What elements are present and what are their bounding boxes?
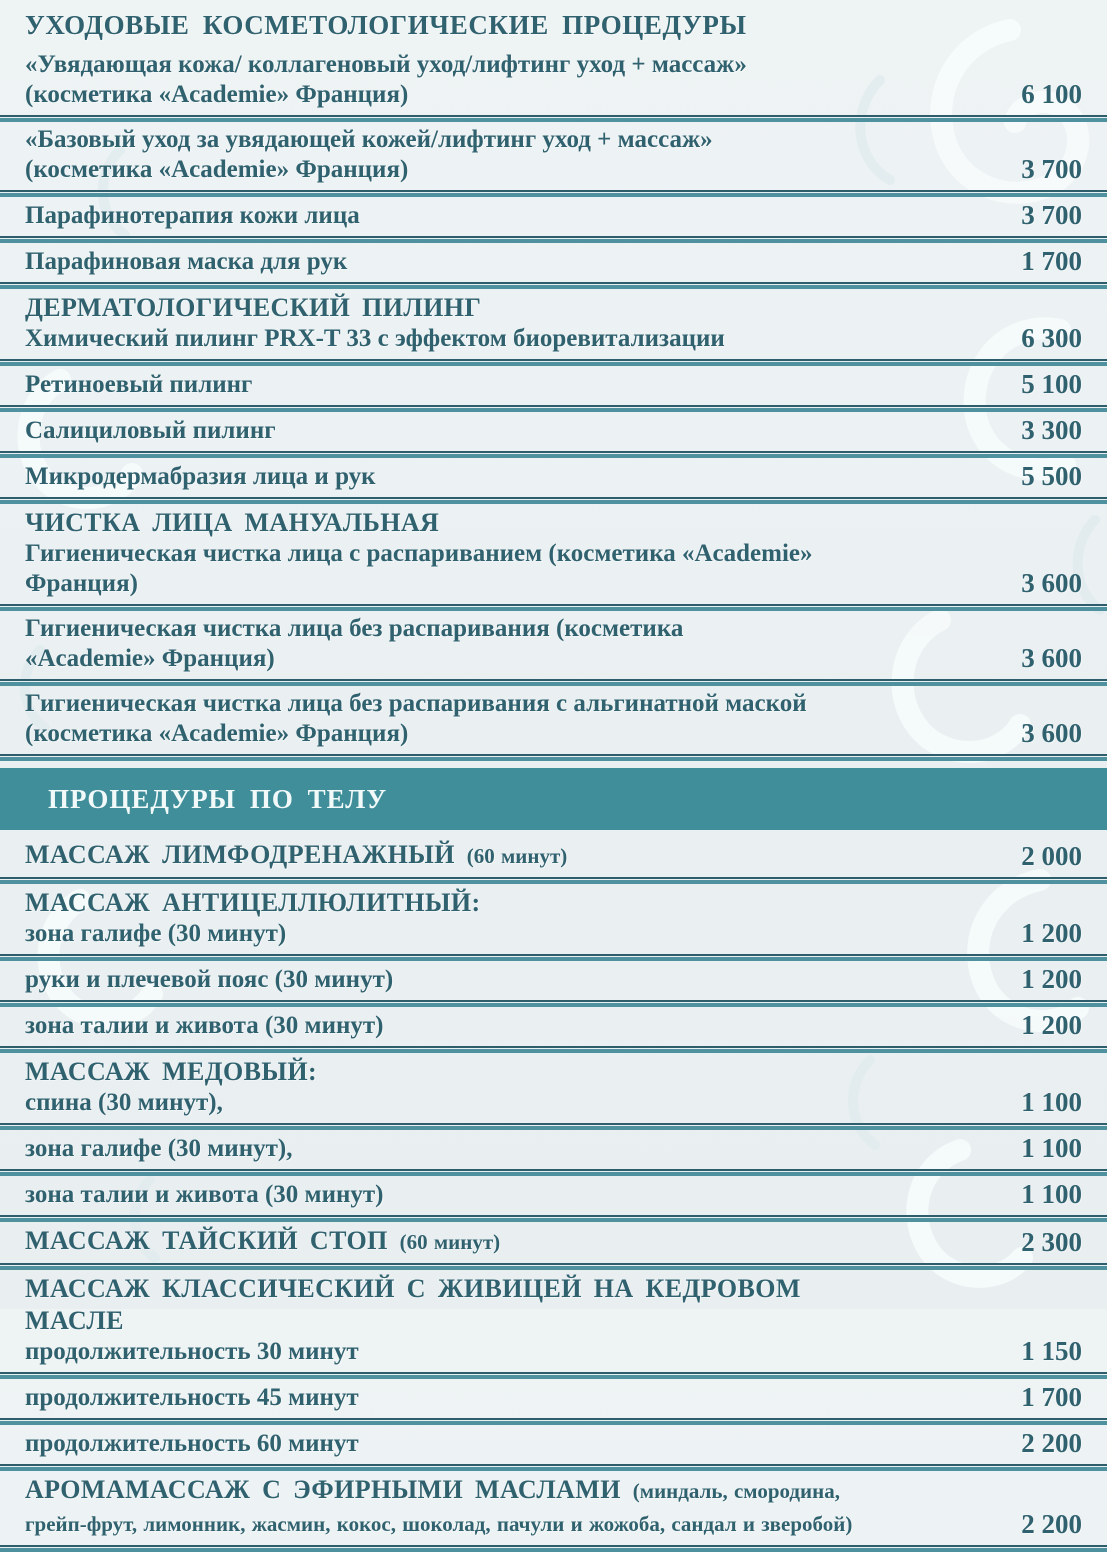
price-row [0, 1130, 1107, 1169]
row-divider [0, 1464, 1107, 1471]
service-name: зона талии и живота (30 минут) [25, 1181, 384, 1208]
price-value: 1 700 [1021, 1382, 1082, 1412]
price-value: 1 700 [1021, 246, 1082, 276]
price-row [0, 366, 1107, 405]
row-divider [0, 1046, 1107, 1053]
price-value: 1 100 [1021, 1179, 1082, 1209]
service-name: МАССАЖ ЛИМФОДРЕНАЖНЫЙ (60 минут) [25, 840, 568, 869]
row-divider [0, 1215, 1107, 1222]
price-row [0, 1176, 1107, 1215]
row-divider [0, 1418, 1107, 1425]
price-value: 1 200 [1021, 1010, 1082, 1040]
row-divider [0, 679, 1107, 686]
price-value: 3 600 [1021, 718, 1082, 748]
price-row [0, 611, 1107, 679]
service-name: ЧИСТКА ЛИЦА МАНУАЛЬНАЯ Гигиеническая чистка лица с распариванием (косметика «Academie» Франция) [25, 507, 915, 599]
price-value: 2 200 [1021, 1509, 1082, 1539]
price-value: 3 600 [1021, 643, 1082, 673]
service-name: ДЕРМАТОЛОГИЧЕСКИЙ ПИЛИНГ Химический пилинг PRX-T 33 с эффектом биоревитализации [25, 292, 915, 354]
price-row [0, 1222, 1107, 1263]
price-row [0, 1007, 1107, 1046]
service-name: Парафиновая маска для рук [25, 248, 348, 275]
section-heading: ДЕРМАТОЛОГИЧЕСКИЙ ПИЛИНГ [25, 293, 482, 322]
price-row [0, 122, 1107, 190]
service-name: «Увядающая кожа/ коллагеновый уход/лифтинг уход + массаж» (косметика «Academie» Франция) [25, 51, 747, 108]
price-row-group [0, 1053, 1107, 1123]
price-value: 3 700 [1021, 200, 1082, 230]
row-divider [0, 405, 1107, 412]
price-value: 3 300 [1021, 415, 1082, 445]
price-row [0, 243, 1107, 282]
row-divider [0, 451, 1107, 458]
service-name: МАССАЖ АНТИЦЕЛЛЮЛИТНЫЙ: зона галифе (30 минут) [25, 887, 915, 949]
price-value: 1 150 [1021, 1336, 1082, 1366]
price-row-group [0, 504, 1107, 604]
price-row [0, 686, 1107, 754]
service-name: Гигиеническая чистка лица без распаривания с альгинатной маской (косметика «Academie» Франция) [25, 690, 807, 747]
price-value: 6 100 [1021, 79, 1082, 109]
price-row [0, 458, 1107, 497]
service-name: Парафинотерапия кожи лица [25, 202, 360, 229]
price-value: 5 500 [1021, 461, 1082, 491]
row-divider [0, 497, 1107, 504]
service-name: Микродермабразия лица и рук [25, 463, 376, 490]
price-value: 1 100 [1021, 1133, 1082, 1163]
section-band [0, 768, 1107, 830]
section-heading: МАССАЖ АНТИЦЕЛЛЮЛИТНЫЙ: [25, 888, 481, 917]
row-divider [0, 190, 1107, 197]
price-value: 3 600 [1021, 568, 1082, 598]
row-divider [0, 359, 1107, 366]
service-name: Салициловый пилинг [25, 417, 276, 444]
price-row [0, 412, 1107, 451]
row-divider [0, 115, 1107, 122]
section-heading: МАССАЖ КЛАССИЧЕСКИЙ С ЖИВИЦЕЙ НА КЕДРОВОМ МАСЛЕ [25, 1274, 801, 1335]
row-divider [0, 282, 1107, 289]
price-row [0, 1379, 1107, 1418]
service-name: МАССАЖ КЛАССИЧЕСКИЙ С ЖИВИЦЕЙ НА КЕДРОВОМ МАСЛЕ продолжительность 30 минут [25, 1273, 915, 1367]
row-divider [0, 1123, 1107, 1130]
price-row [0, 961, 1107, 1000]
service-name: продолжительность 60 минут [25, 1430, 359, 1457]
price-value: 3 700 [1021, 154, 1082, 184]
row-divider [0, 1263, 1107, 1270]
price-row-group [0, 289, 1107, 359]
row-divider [0, 1372, 1107, 1379]
price-value: 5 100 [1021, 369, 1082, 399]
service-name: МАССАЖ МЕДОВЫЙ: спина (30 минут), [25, 1056, 915, 1118]
service-name: МАССАЖ ТАЙСКИЙ СТОП (60 минут) [25, 1226, 501, 1255]
row-divider [0, 954, 1107, 961]
price-row [0, 1425, 1107, 1464]
price-row-group [0, 1270, 1107, 1372]
price-row [0, 836, 1107, 877]
section-band-title: ПРОЦЕДУРЫ ПО ТЕЛУ [48, 784, 388, 814]
price-value: 1 100 [1021, 1087, 1082, 1117]
row-divider [0, 1545, 1107, 1552]
page-title: УХОДОВЫЕ КОСМЕТОЛОГИЧЕСКИЕ ПРОЦЕДУРЫ [25, 10, 747, 40]
row-divider [0, 877, 1107, 884]
row-divider [0, 604, 1107, 611]
price-row [0, 1471, 1107, 1545]
price-value: 2 000 [1021, 841, 1082, 871]
service-name: «Базовый уход за увядающей кожей/лифтинг уход + массаж» (косметика «Academie» Франция) [25, 126, 713, 183]
price-row-group [0, 884, 1107, 954]
section-heading: МАССАЖ МЕДОВЫЙ: [25, 1057, 318, 1086]
row-divider [0, 754, 1107, 761]
service-name: зона талии и живота (30 минут) [25, 1012, 384, 1039]
row-divider [0, 1000, 1107, 1007]
section-heading: ЧИСТКА ЛИЦА МАНУАЛЬНАЯ [25, 508, 440, 537]
service-name: АРОМАМАССАЖ С ЭФИРНЫМИ МАСЛАМИ (миндаль, смородина, грейп-фрут, лимонник, жасмин, кокос, шоколад, пачули и жожоба, сандал и зверобой) [25, 1475, 853, 1536]
price-value: 2 300 [1021, 1227, 1082, 1257]
service-name: продолжительность 45 минут [25, 1384, 359, 1411]
service-name: руки и плечевой пояс (30 минут) [25, 966, 394, 993]
row-divider [0, 236, 1107, 243]
price-value: 6 300 [1021, 323, 1082, 353]
service-name: Гигиеническая чистка лица без распаривания (косметика «Academie» Франция) [25, 615, 684, 672]
price-row [0, 197, 1107, 236]
price-value: 2 200 [1021, 1428, 1082, 1458]
service-name: зона галифе (30 минут), [25, 1135, 293, 1162]
row-divider [0, 1169, 1107, 1176]
price-value: 1 200 [1021, 918, 1082, 948]
price-row [0, 47, 1107, 115]
price-value: 1 200 [1021, 964, 1082, 994]
service-name: Ретиноевый пилинг [25, 371, 253, 398]
